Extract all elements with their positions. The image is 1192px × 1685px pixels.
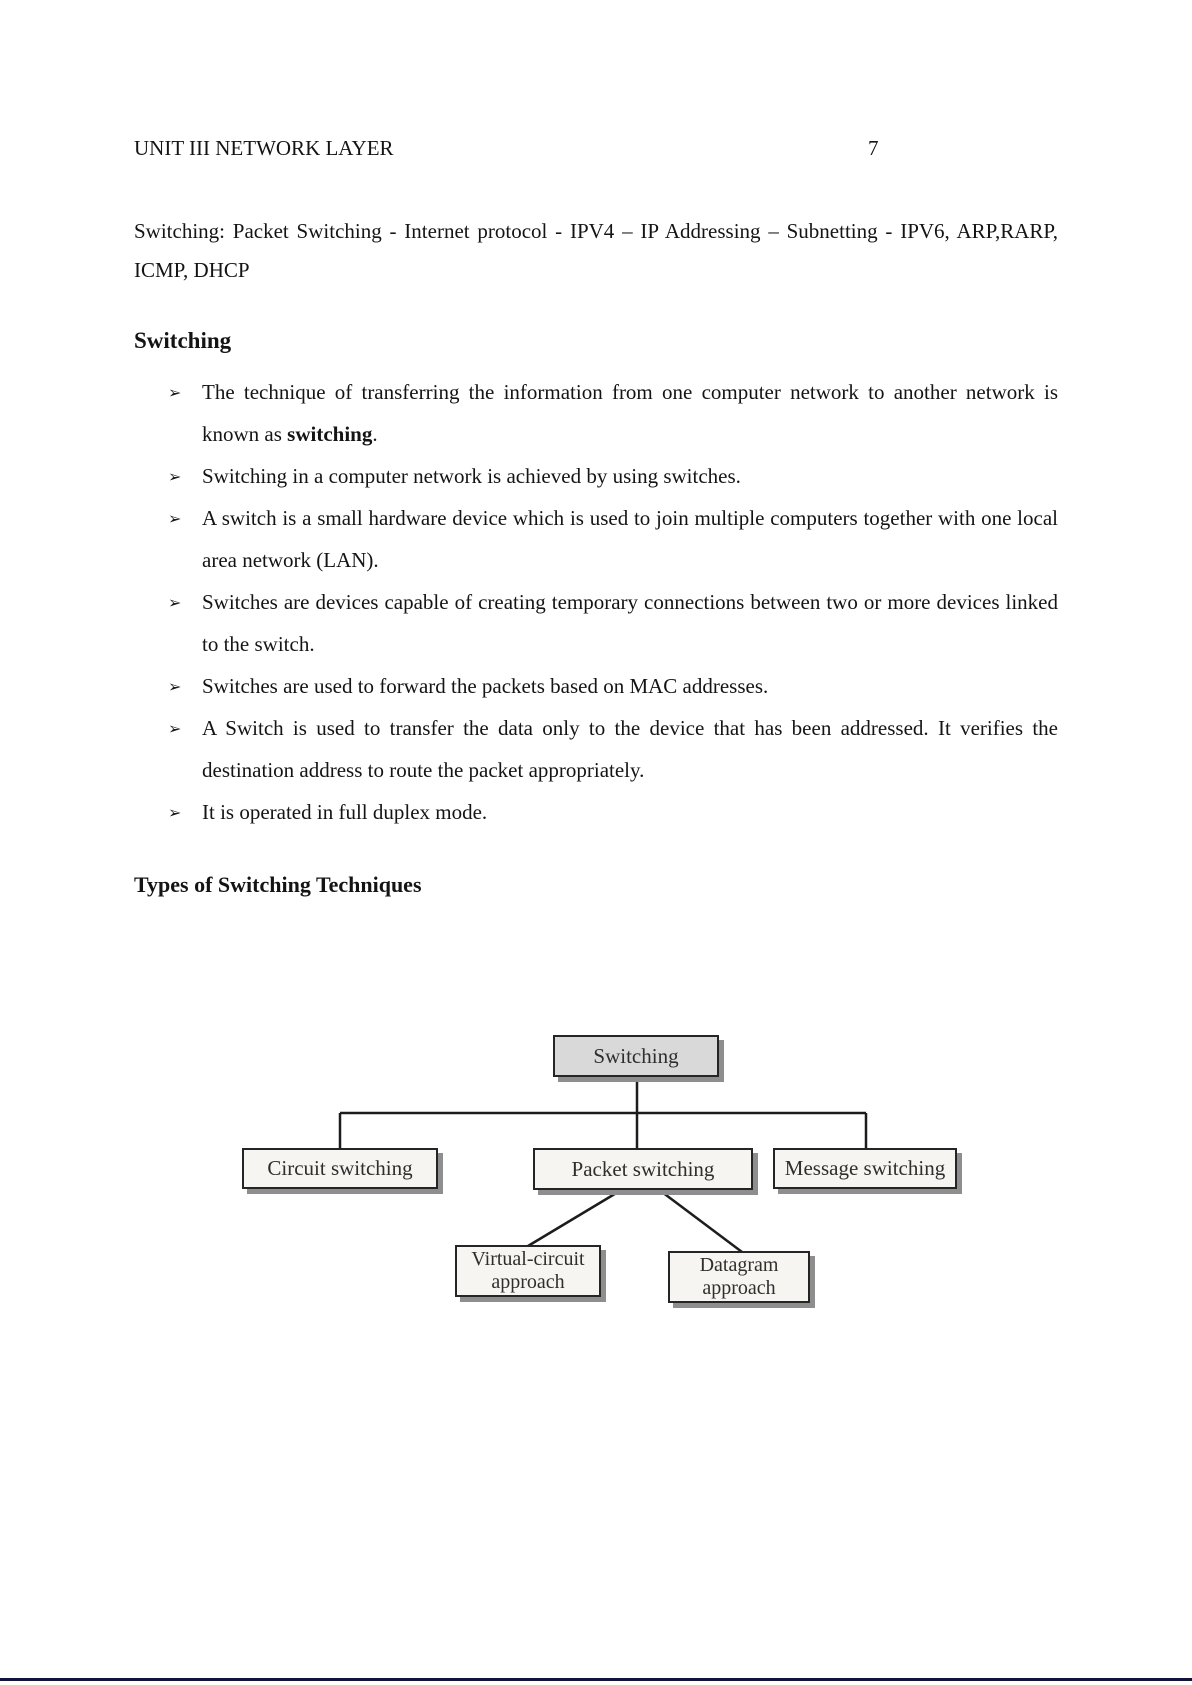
list-item-text: . — [372, 422, 378, 446]
diagram-box-label: approach — [491, 1271, 565, 1293]
list-item-text: A Switch is used to transfer the data only to the device that has been addressed. It verifies the destination address to route the packet appropriately. — [202, 716, 1058, 782]
list-item — [134, 581, 1058, 665]
list-item — [134, 497, 1058, 581]
arrow-bullet-icon: ➢ — [168, 467, 182, 486]
topic-paragraph — [134, 212, 1058, 290]
diagram-box-virtual-circuit-approach — [455, 1245, 601, 1297]
arrow-bullet-icon: ➢ — [168, 383, 182, 402]
topic-line-1: Switching: Packet Switching - Internet protocol - IPV4 – IP Addressing – Subnetting - IPV6, — [134, 219, 950, 243]
diagram-box-label: Circuit switching — [267, 1156, 413, 1180]
diagram-box-packet-switching — [533, 1148, 753, 1190]
list-item-text: A switch is a small hardware device which is used to join multiple computers together with one local area network (LAN). — [202, 506, 1058, 572]
list-item — [134, 791, 1058, 833]
list-item-text: Switches are used to forward the packets based on MAC addresses. — [202, 674, 769, 698]
arrow-bullet-icon: ➢ — [168, 719, 182, 738]
arrow-bullet-icon: ➢ — [168, 509, 182, 528]
footer-rule — [0, 1678, 1192, 1681]
diagram-box-switching — [553, 1035, 719, 1077]
list-item — [134, 371, 1058, 455]
list-item — [134, 455, 1058, 497]
section-heading: Switching — [134, 328, 232, 353]
list-item — [134, 665, 1058, 707]
list-item-text: Switches are devices capable of creating temporary connections between two or more devices linked to the switch. — [202, 590, 1058, 656]
arrow-bullet-icon: ➢ — [168, 677, 182, 696]
diagram-box-label: Message switching — [784, 1156, 946, 1180]
topic-line-2: ARP,RARP, ICMP, DHCP — [134, 219, 1059, 282]
arrow-bullet-icon: ➢ — [168, 803, 182, 822]
subsection-heading: Types of Switching Techniques — [134, 872, 422, 897]
diagram-box-message-switching — [773, 1148, 957, 1189]
arrow-bullet-icon: ➢ — [168, 593, 182, 612]
diagram-box-datagram-approach — [668, 1251, 810, 1303]
diagram-box-label: Switching — [593, 1043, 679, 1068]
page-header — [134, 136, 1058, 164]
list-item-bold-text: switching — [287, 422, 373, 446]
diagram-box-label: approach — [702, 1277, 776, 1299]
diagram-box-label: Datagram — [699, 1254, 779, 1276]
list-item-text: Switching in a computer network is achieved by using switches. — [202, 464, 741, 488]
diagram-box-circuit-switching — [242, 1148, 438, 1189]
switching-types-diagram — [0, 1020, 1192, 1330]
page-number: 7 — [868, 136, 879, 160]
list-item — [134, 707, 1058, 791]
page-header-title: UNIT III NETWORK LAYER — [134, 136, 394, 160]
list-item-text: It is operated in full duplex mode. — [202, 800, 488, 824]
diagram-box-label: Packet switching — [571, 1156, 715, 1181]
list-item-text: The technique of transferring the information from one computer network to another network is known as — [202, 380, 1058, 446]
bullet-list — [134, 371, 1058, 833]
diagram-box-label: Virtual-circuit — [471, 1248, 585, 1270]
